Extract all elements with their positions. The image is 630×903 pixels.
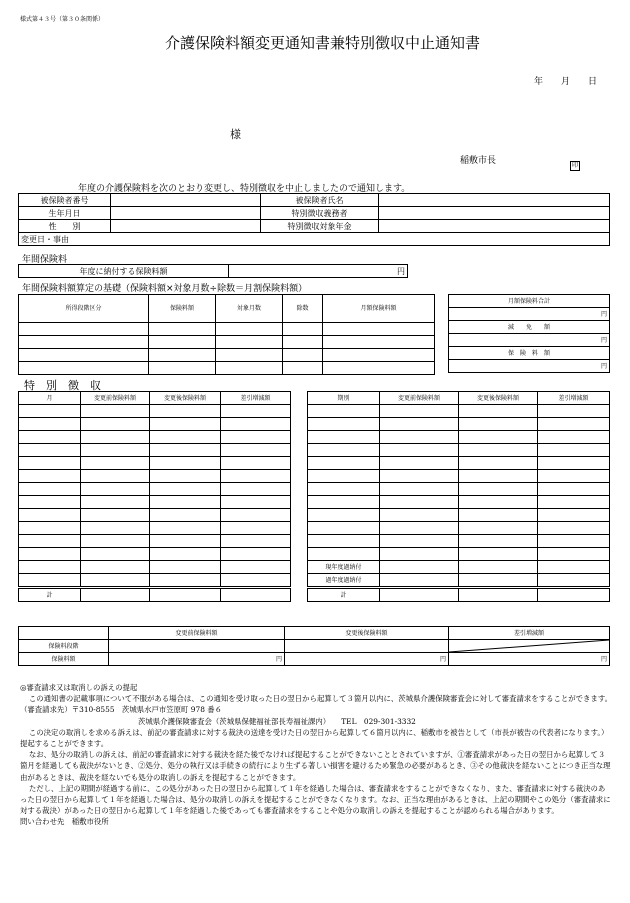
table-row bbox=[19, 483, 291, 496]
table-row bbox=[19, 336, 435, 349]
label-collector: 特別徴収義務者 bbox=[261, 207, 379, 220]
value-insured-number bbox=[111, 194, 261, 207]
basis-table bbox=[18, 294, 435, 375]
basis-header: 所得段階区分 bbox=[19, 295, 149, 323]
table-row bbox=[308, 522, 610, 535]
date-label: 年 月 日 bbox=[534, 77, 598, 87]
label-insured-name: 被保険者氏名 bbox=[261, 194, 379, 207]
recipient-suffix: 様 bbox=[230, 128, 241, 141]
table-row bbox=[308, 418, 610, 431]
table-row bbox=[308, 405, 610, 418]
annual-table bbox=[18, 264, 408, 278]
basis-header: 除数 bbox=[283, 295, 323, 323]
special-left-header: 変更前保険料額 bbox=[81, 392, 150, 405]
table-row bbox=[19, 362, 435, 375]
table-row bbox=[19, 496, 291, 509]
table-row bbox=[19, 574, 291, 588]
change-reason: 変更日・事由 bbox=[19, 233, 610, 246]
notes-address: 茨城県介護保険審査会（茨城県保健福祉部長寿福祉課内） TEL 029-301-3332 bbox=[138, 716, 416, 726]
monthly-total-value: 円 bbox=[449, 308, 610, 321]
value-birth-date bbox=[111, 207, 261, 220]
basis-header: 保険料額 bbox=[149, 295, 216, 323]
notes-address: （審査請求先）〒310-8555 茨城県水戸市笠原町 978 番６ bbox=[20, 705, 223, 715]
table-row bbox=[308, 535, 610, 548]
table-row bbox=[19, 548, 291, 561]
value-insured-name bbox=[379, 194, 610, 207]
notes-paragraph: ただし、上記の期間が経過する前に、この処分があった日の翌日から起算して１年を経過した場合は、審査請求をすることができなくなり、また、審査請求に対する裁決のあった日の翌日から起算して１年を経過した場合は、処分の取消しの訴えを提起することができなくなります。なお、正当な理由があるときは、上記の期間やこの処分（審査請求に対する裁決）があった日の翌日から起算して１年を経過した後であっても審査請求をすることや処分の取消しの訴えを提起することが認められる場合があります。 bbox=[20, 783, 611, 816]
special-right-header: 差引増減額 bbox=[538, 392, 610, 405]
bottom-corner bbox=[19, 627, 109, 640]
premium-value: 円 bbox=[449, 360, 610, 373]
table-row bbox=[19, 561, 291, 574]
table-row bbox=[308, 548, 610, 561]
table-row bbox=[308, 444, 610, 457]
special-right-table bbox=[307, 391, 610, 602]
special-left-header: 変更後保険料額 bbox=[150, 392, 221, 405]
special-left-total: 計 bbox=[19, 588, 81, 602]
bottom-header: 変更後保険料額 bbox=[285, 627, 449, 640]
info-table bbox=[18, 193, 610, 246]
table-row bbox=[19, 349, 435, 362]
special-right-header: 変更前保険料額 bbox=[380, 392, 459, 405]
special-left-table bbox=[18, 391, 291, 602]
table-row bbox=[19, 405, 291, 418]
notes-paragraph: この通知書の記載事項について不服がある場合は、この通知を受け取った日の翌日から起算して３箇月以内に、茨城県介護保険審査会に対して審査請求をすることができます。 bbox=[28, 694, 613, 704]
intro-text: 年度の介護保険料を次のとおり変更し、特別徴収を中止しましたので通知します。 bbox=[78, 184, 411, 194]
bottom-yen: 円 bbox=[449, 653, 610, 666]
form-number: 様式第４３号（第３０条関係） bbox=[20, 16, 105, 23]
label-gender: 性 別 bbox=[19, 220, 111, 233]
special-right-header: 期別 bbox=[308, 392, 380, 405]
premium-label: 保 険 料 額 bbox=[449, 347, 610, 360]
value-pension bbox=[379, 220, 610, 233]
table-row bbox=[19, 418, 291, 431]
appeal-notes bbox=[20, 682, 612, 828]
notes-paragraph: なお、処分の取消しの訴えは、前記の審査請求に対する裁決を経た後でなければ提起することができないこととされていますが、①審査請求があった日の翌日から起算して３箇月を経過しても裁決がないとき、②処分、処分の執行又は手続きの続行により生ずる著しい損害を避けるため緊急の必要があるとき、③その他裁決を経ないことにつき正当な理由があるときは、裁決を経ないでも処分の取消しの訴えを提起することができます。 bbox=[20, 750, 611, 782]
seal-icon: 印 bbox=[571, 162, 578, 169]
table-row bbox=[19, 444, 291, 457]
bottom-table bbox=[18, 626, 610, 666]
special-right-header: 変更後保険料額 bbox=[459, 392, 538, 405]
table-row bbox=[19, 470, 291, 483]
bottom-row-label: 保険料段階 bbox=[19, 640, 109, 653]
value-gender bbox=[111, 220, 261, 233]
overpaid-label: 現年度過納付 bbox=[308, 561, 380, 574]
table-row bbox=[19, 457, 291, 470]
past-overpaid-label: 過年度過納付 bbox=[308, 574, 380, 588]
exemption-label: 減 免 額 bbox=[449, 321, 610, 334]
table-row bbox=[19, 535, 291, 548]
annual-amount: 円 bbox=[229, 265, 408, 278]
bottom-yen: 円 bbox=[109, 653, 285, 666]
table-row bbox=[308, 470, 610, 483]
diagonal-line bbox=[449, 640, 609, 652]
table-row bbox=[308, 483, 610, 496]
bottom-yen: 円 bbox=[285, 653, 449, 666]
label-birth-date: 生年月日 bbox=[19, 207, 111, 220]
table-row bbox=[308, 509, 610, 522]
special-heading: 特 別 徴 収 bbox=[24, 379, 101, 392]
issuer: 稲敷市長 bbox=[460, 156, 497, 166]
notes-heading: ◎審査請求又は取消しの訴えの提起 bbox=[20, 683, 138, 692]
table-row bbox=[19, 431, 291, 444]
notes-contact: 問い合わせ先 稲敷市役所 bbox=[20, 817, 109, 827]
exemption-value: 円 bbox=[449, 334, 610, 347]
table-row bbox=[308, 431, 610, 444]
notes-paragraph: この決定の取消しを求める訴えは、前記の審査請求に対する裁決の送達を受けた日の翌日から起算して６箇月以内に、稲敷市を被告として（市長が被告の代表者になります。）提起することができます。 bbox=[20, 727, 609, 749]
bottom-header: 変更前保険料額 bbox=[109, 627, 285, 640]
basis-heading: 年間保険料額算定の基礎（保険料額×対象月数÷除数＝月割保険料額） bbox=[22, 284, 308, 294]
label-pension: 特別徴収対象年金 bbox=[261, 220, 379, 233]
table-row bbox=[19, 509, 291, 522]
special-right-total: 計 bbox=[308, 588, 380, 602]
value-collector bbox=[379, 207, 610, 220]
diagonal-cell bbox=[449, 640, 610, 653]
bottom-row-label: 保険料額 bbox=[19, 653, 109, 666]
table-row bbox=[19, 522, 291, 535]
table-row bbox=[19, 323, 435, 336]
basis-header: 月額保険料額 bbox=[323, 295, 435, 323]
table-row bbox=[308, 457, 610, 470]
basis-header: 対象月数 bbox=[216, 295, 283, 323]
special-left-header: 差引増減額 bbox=[221, 392, 291, 405]
page-title: 介護保険料額変更通知書兼特別徴収中止通知書 bbox=[165, 34, 481, 52]
table-row bbox=[308, 496, 610, 509]
summary-table bbox=[448, 294, 610, 373]
annual-fiscal-label: 年度に納付する保険料額 bbox=[19, 265, 229, 278]
annual-heading: 年間保険料 bbox=[22, 255, 68, 265]
special-left-header: 月 bbox=[19, 392, 81, 405]
bottom-header: 差引増減額 bbox=[449, 627, 610, 640]
label-insured-number: 被保険者番号 bbox=[19, 194, 111, 207]
monthly-total-label: 月額保険料合計 bbox=[449, 295, 610, 308]
